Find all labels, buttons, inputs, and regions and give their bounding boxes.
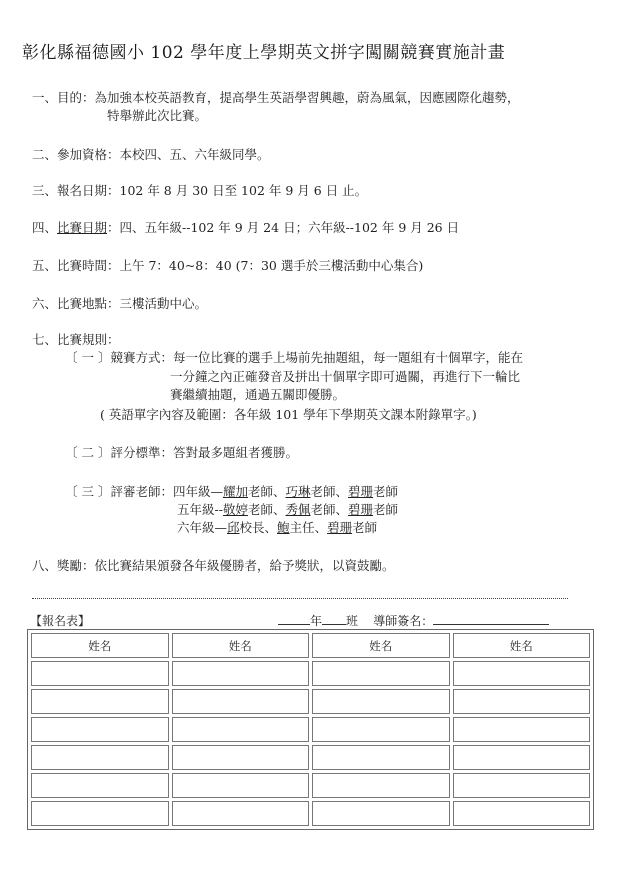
name-cell[interactable] [453, 717, 591, 742]
class-blank[interactable] [322, 624, 346, 625]
name-cell[interactable] [31, 717, 169, 742]
column-header-name: 姓名 [453, 633, 591, 658]
rule-3-judges-grade4 [65, 483, 398, 501]
name-cell[interactable] [453, 689, 591, 714]
name-cell[interactable] [172, 661, 310, 686]
name-cell[interactable] [453, 773, 591, 798]
teacher-sign-label: 導師簽名： [373, 614, 434, 628]
name-cell[interactable] [172, 801, 310, 826]
awards: 八、獎勵：依比賽結果頒發各年級優勝者，給予獎狀，以資鼓勵。 [32, 558, 395, 573]
judge-name: 秀佩 [285, 502, 311, 517]
form-info [278, 612, 549, 629]
name-cell[interactable] [172, 745, 310, 770]
class-text: 班 [346, 614, 359, 628]
judge-title: 老師 [373, 484, 399, 499]
form-label: 【報名表】 [30, 614, 91, 628]
judge-name: 鮑 [277, 520, 290, 535]
teacher-sign-blank[interactable] [433, 624, 549, 625]
judge-name: 碧珊 [327, 520, 353, 535]
document-title: 彰化縣福德國小 102 學年度上學期英文拼字闖關競賽實施計畫 [22, 43, 506, 63]
judge-title: 老師 [352, 520, 378, 535]
judge-name: 邱 [227, 520, 240, 535]
judge-title: 老師 [373, 502, 399, 517]
eligibility: 二、參加資格：本校四、五、六年級同學。 [32, 147, 270, 162]
competition-date-detail: ：四、五年級--102 年 9 月 24 日；六年級--102 年 9 月 26 日 [107, 220, 460, 235]
registration-table [27, 629, 594, 830]
table-body [31, 661, 590, 826]
column-header-name: 姓名 [172, 633, 310, 658]
judge-title: 老師、 [310, 502, 349, 517]
grade-label: 五年級-- [177, 502, 223, 517]
table-row [31, 801, 590, 826]
name-cell[interactable] [172, 717, 310, 742]
registration-date: 三、報名日期：102 年 8 月 30 日至 102 年 9 月 6 日 止。 [32, 183, 368, 198]
name-cell[interactable] [172, 689, 310, 714]
year-blank[interactable] [278, 624, 310, 625]
rule-2: 〔 二 〕評分標準：答對最多題組者獲勝。 [65, 445, 298, 460]
column-header-name: 姓名 [312, 633, 450, 658]
name-cell[interactable] [453, 661, 591, 686]
purpose-line-1: 一、目的：為加強本校英語教育，提高學生英語學習興趣，蔚為風氣，因應國際化趨勢， [32, 90, 520, 105]
name-cell[interactable] [172, 773, 310, 798]
rule-1-line-2: 一分鐘之內正確發音及拼出十個單字即可過關，再進行下一輪比 [170, 369, 521, 384]
name-cell[interactable] [31, 689, 169, 714]
rule-3-judges-grade5 [177, 501, 398, 519]
competition-date-label: 比賽日期 [57, 220, 108, 235]
name-cell[interactable] [312, 661, 450, 686]
name-cell[interactable] [312, 801, 450, 826]
name-cell[interactable] [453, 801, 591, 826]
year-text: 年 [310, 614, 323, 628]
table-row [31, 661, 590, 686]
competition-location: 六、比賽地點：三樓活動中心。 [32, 296, 208, 311]
judge-title: 老師、 [247, 502, 286, 517]
judge-title: 老師、 [247, 484, 286, 499]
name-cell[interactable] [453, 745, 591, 770]
judge-name: 敬婷 [222, 502, 248, 517]
name-cell[interactable] [31, 745, 169, 770]
judge-name: 碧珊 [348, 484, 374, 499]
name-cell[interactable] [312, 773, 450, 798]
purpose-line-2: 特舉辦此次比賽。 [107, 108, 208, 123]
table-row [31, 773, 590, 798]
competition-date-prefix: 四、 [32, 220, 58, 235]
name-cell[interactable] [312, 689, 450, 714]
competition-time: 五、比賽時間：上午 7：40~8：40 (7：30 選手於三樓活動中心集合) [32, 258, 424, 273]
cut-line-divider [32, 598, 568, 599]
name-cell[interactable] [312, 717, 450, 742]
rule-1-line-3: 賽繼續抽題，通過五關即優勝。 [170, 387, 346, 402]
grade-label: 四年級— [172, 484, 223, 499]
table-header-row [31, 633, 590, 658]
name-cell[interactable] [31, 661, 169, 686]
judge-title: 校長、 [239, 520, 278, 535]
name-cell[interactable] [31, 773, 169, 798]
rule-3-judges-grade6 [177, 519, 377, 537]
rule-3-prefix: 〔 三 〕評審老師： [65, 484, 173, 499]
judge-name: 巧琳 [285, 484, 311, 499]
rule-1-note: ( 英語單字內容及範圍：各年級 101 學年下學期英文課本附錄單字。) [100, 407, 477, 422]
judge-title: 主任、 [289, 520, 328, 535]
column-header-name: 姓名 [31, 633, 169, 658]
competition-date [32, 219, 459, 237]
judge-title: 老師、 [310, 484, 349, 499]
judge-name: 碧珊 [348, 502, 374, 517]
rule-1-line-1: 〔 一 〕競賽方式：每一位比賽的選手上場前先抽題組，每一題組有十個單字，能在 [65, 350, 523, 365]
name-cell[interactable] [31, 801, 169, 826]
grade-label: 六年級— [177, 520, 228, 535]
table-row [31, 689, 590, 714]
name-cell[interactable] [312, 745, 450, 770]
table-row [31, 717, 590, 742]
table-row [31, 745, 590, 770]
rules-heading: 七、比賽規則： [32, 332, 120, 347]
judge-name: 耀加 [222, 484, 248, 499]
